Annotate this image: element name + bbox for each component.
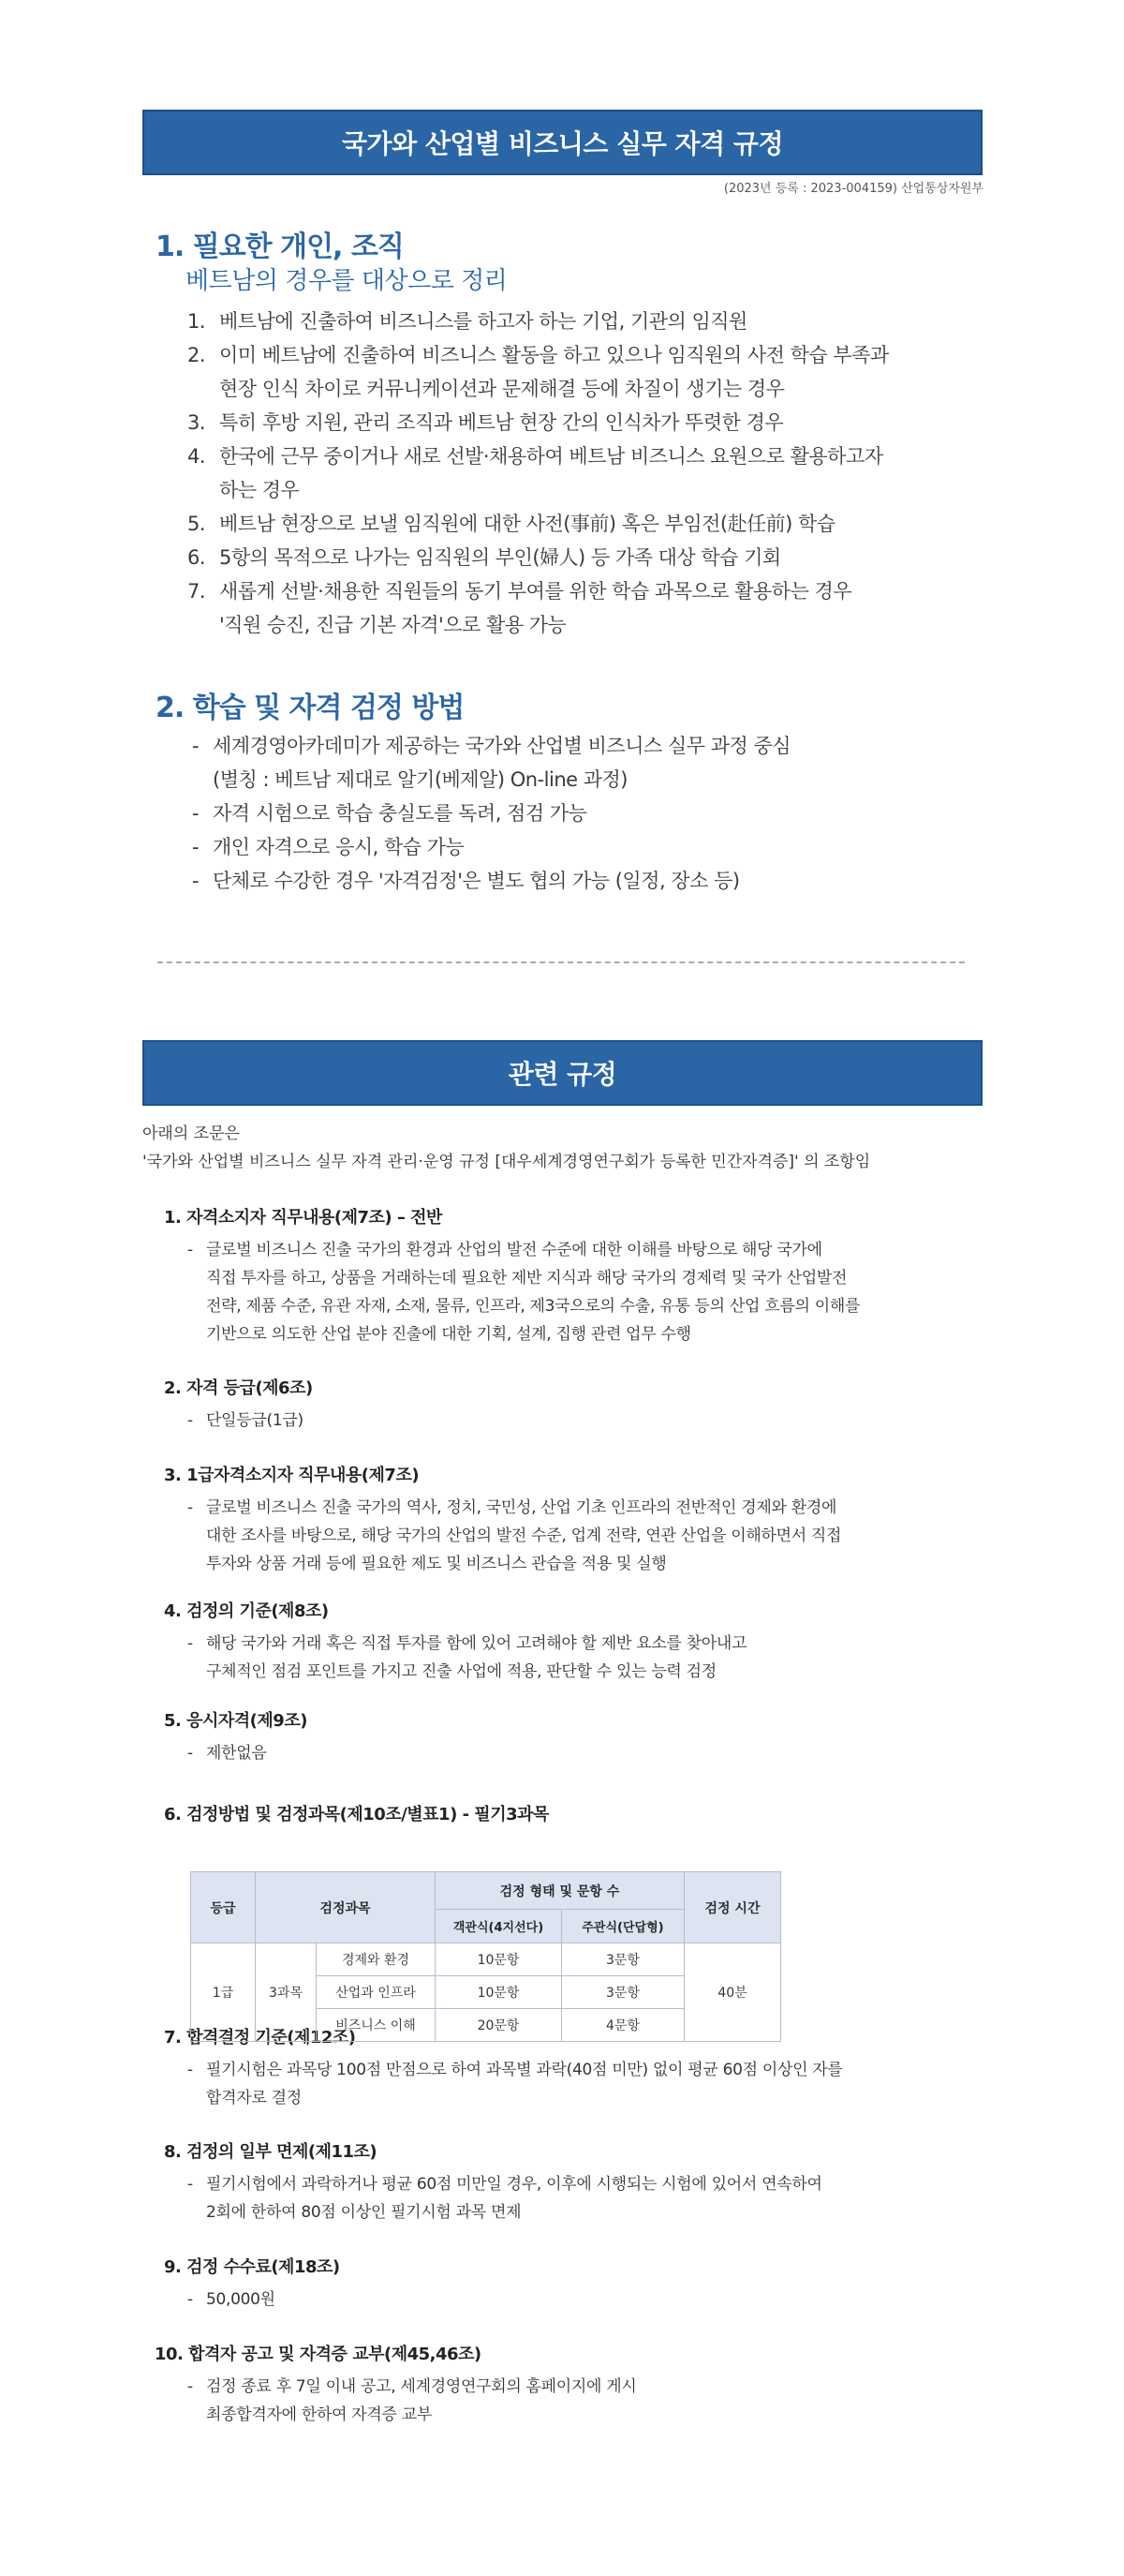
- item-line: 이미 베트남에 진출하여 비즈니스 활동을 하고 있으나 임직원의 사전 학습 부족과: [219, 344, 889, 366]
- dash-bullet: -: [187, 1498, 193, 1517]
- item-number: 6.: [187, 546, 206, 569]
- dash-bullet: -: [187, 2377, 193, 2396]
- article-item: [187, 1494, 841, 1578]
- item-line: 단체로 수강한 경우 '자격검정'은 별도 협의 가능 (일정, 장소 등): [213, 870, 740, 892]
- item-line: 제한없음: [206, 1744, 267, 1763]
- article-item: [187, 1739, 267, 1767]
- item-text: [206, 1739, 267, 1767]
- item-number: 7.: [187, 580, 206, 603]
- list-item: [192, 864, 791, 898]
- list-item: [187, 338, 889, 406]
- item-line: 기반으로 의도한 산업 분야 진출에 대한 기획, 설계, 집행 관련 업무 수행: [206, 1325, 691, 1344]
- item-line: 글로벌 비즈니스 진출 국가의 역사, 정치, 국민성, 산업 기초 인프라의 전반적인 경제와 환경에: [206, 1498, 837, 1517]
- article-item: [187, 2170, 822, 2226]
- section1-subheading: 베트남의 경우를 대상으로 정리: [185, 267, 508, 295]
- item-text: [219, 406, 783, 439]
- dash-bullet: -: [192, 735, 200, 757]
- cell-objective: 20문항: [436, 2009, 562, 2042]
- dash-bullet: -: [192, 802, 200, 825]
- item-text: [219, 507, 836, 541]
- dash-bullet: -: [187, 1411, 193, 1430]
- registration-note: (2023년 등록 : 2023-004159) 산업통상자원부: [723, 182, 984, 196]
- article-title: 8. 검정의 일부 면제(제11조): [164, 2142, 377, 2162]
- item-line: 최종합격자에 한하여 자격증 교부: [206, 2405, 433, 2424]
- dash-bullet: -: [187, 1744, 193, 1763]
- article-body: [187, 1494, 841, 1578]
- item-line: 베트남 현장으로 보낼 임직원에 대한 사전(事前) 혹은 부임전(赴任前) 학습: [219, 513, 836, 535]
- header-grade: 등급: [191, 1872, 256, 1943]
- item-text: [206, 2056, 843, 2112]
- item-text: [206, 2286, 275, 2314]
- header-objective: 객관식(4지선다): [436, 1910, 562, 1943]
- item-line: 세계경영아카데미가 제공하는 국가와 산업별 비즈니스 실무 과정 중심: [213, 735, 791, 757]
- item-line: 개인 자격으로 응시, 학습 가능: [213, 836, 465, 858]
- article-item: [187, 2056, 843, 2112]
- item-number: 2.: [187, 344, 206, 366]
- item-text: [206, 1494, 841, 1578]
- article-title: 4. 검정의 기준(제8조): [164, 1601, 329, 1621]
- list-item: [192, 830, 791, 864]
- item-line: 하는 경우: [219, 479, 300, 501]
- list-item: [192, 797, 791, 830]
- section2-heading: 2. 학습 및 자격 검정 방법: [155, 692, 465, 724]
- intro-line: '국가와 산업별 비즈니스 실무 자격 관리·운영 규정 [대우세계경영연구회가 등록한 민간자격증]' 의 조항임: [142, 1153, 871, 1171]
- article-title: 7. 합격결정 기준(제12조): [164, 2028, 356, 2047]
- dash-bullet: -: [187, 2175, 193, 2194]
- item-line: 직접 투자를 하고, 상품을 거래하는데 필요한 제반 지식과 해당 국가의 경제력 및 국가 산업발전: [206, 1269, 848, 1288]
- article-title: 2. 자격 등급(제6조): [164, 1378, 313, 1398]
- article-body: [187, 1630, 747, 1686]
- article-body: [187, 2170, 822, 2226]
- cell-subject: 산업과 인프라: [317, 1976, 436, 2009]
- section1-list: [187, 305, 889, 642]
- dashed-divider: [157, 961, 965, 963]
- dash-bullet: -: [192, 836, 200, 858]
- cell-time: 40분: [685, 1943, 781, 2042]
- article-title: 9. 검정 수수료(제18조): [164, 2257, 340, 2277]
- article-body: [187, 1407, 303, 1435]
- item-line: 현장 인식 차이로 커뮤니케이션과 문제해결 등에 차질이 생기는 경우: [219, 378, 785, 400]
- item-line: 구체적인 점검 포인트를 가지고 진출 사업에 적용, 판단할 수 있는 능력 검정: [206, 1662, 717, 1681]
- item-line: 필기시험에서 과락하거나 평균 60점 미만일 경우, 이후에 시행되는 시험에 있어서 연속하여: [206, 2175, 822, 2194]
- item-line: 한국에 근무 중이거나 새로 선발·채용하여 베트남 비즈니스 요원으로 활용하고자: [219, 445, 883, 468]
- item-line: 새롭게 선발·채용한 직원들의 동기 부여를 위한 학습 과목으로 활용하는 경우: [219, 580, 852, 603]
- article-body: [187, 2056, 843, 2112]
- section1-heading: 1. 필요한 개인, 조직: [155, 231, 404, 263]
- header-subject: 검정과목: [256, 1872, 436, 1943]
- related-rules-banner: [142, 1040, 983, 1106]
- list-item: [187, 305, 889, 338]
- cell-subjective: 4문항: [562, 2009, 685, 2042]
- dash-bullet: -: [187, 1634, 193, 1653]
- article-item: [187, 1236, 860, 1348]
- item-text: [219, 338, 889, 406]
- item-line: 자격 시험으로 학습 충실도를 독려, 점검 가능: [213, 802, 587, 825]
- article-item: [187, 2373, 637, 2429]
- intro-line: 아래의 조문은: [142, 1124, 240, 1143]
- item-line: 특히 후방 지원, 관리 조직과 베트남 현장 간의 인식차가 뚜렷한 경우: [219, 411, 784, 434]
- cell-objective: 10문항: [436, 1943, 562, 1976]
- dash-bullet: -: [192, 870, 200, 892]
- cell-grade: 1급: [191, 1943, 256, 2042]
- item-line: 글로벌 비즈니스 진출 국가의 환경과 산업의 발전 수준에 대한 이해를 바탕으로 해당 국가에: [206, 1241, 822, 1259]
- dash-bullet: -: [187, 2290, 193, 2309]
- exam-table: [190, 1871, 781, 2042]
- item-text: [213, 729, 791, 797]
- article-item: [187, 1630, 747, 1686]
- article-item: [187, 2286, 275, 2314]
- article-body: [187, 2286, 275, 2314]
- header-format: 검정 형태 및 문항 수: [436, 1872, 685, 1910]
- item-number: 3.: [187, 411, 206, 434]
- cell-subjective: 3문항: [562, 1943, 685, 1976]
- article-title: 5. 응시자격(제9조): [164, 1711, 307, 1731]
- article-body: [187, 2373, 637, 2429]
- cell-subject: 경제와 환경: [317, 1943, 436, 1976]
- item-line: 대한 조사를 바탕으로, 해당 국가의 산업의 발전 수준, 업계 전략, 연관 산업을 이해하면서 직접: [206, 1526, 842, 1545]
- header-subjective: 주관식(단답형): [562, 1910, 685, 1943]
- article-title: 1. 자격소지자 직무내용(제7조) – 전반: [164, 1208, 442, 1228]
- item-number: 4.: [187, 445, 206, 468]
- item-text: [213, 830, 464, 864]
- item-text: [206, 1407, 303, 1435]
- cell-subject-count: 3과목: [256, 1943, 317, 2042]
- item-line: 투자와 상품 거래 등에 필요한 제도 및 비즈니스 관습을 적용 및 실행: [206, 1555, 667, 1573]
- item-text: [206, 1236, 860, 1348]
- banner-title-text: 관련 규정: [508, 1059, 617, 1090]
- list-item: [187, 574, 889, 642]
- header-time: 검정 시간: [685, 1872, 781, 1943]
- item-line: 필기시험은 과목당 100점 만점으로 하여 과목별 과락(40점 미만) 없이 평균 60점 이상인 자를: [206, 2061, 843, 2079]
- item-line: '직원 승진, 진급 기본 자격'으로 활용 가능: [219, 614, 567, 636]
- item-line: 단일등급(1급): [206, 1411, 303, 1430]
- article-title: 10. 합격자 공고 및 자격증 교부(제45,46조): [155, 2345, 481, 2364]
- item-line: 2회에 한하여 80점 이상인 필기시험 과목 면제: [206, 2203, 522, 2222]
- item-number: 1.: [187, 310, 206, 333]
- item-line: 전략, 제품 수준, 유관 자재, 소재, 물류, 인프라, 제3국으로의 수출, 유통 등의 산업 흐름의 이해를: [206, 1297, 861, 1316]
- list-item: [187, 406, 889, 439]
- list-item: [187, 507, 889, 541]
- item-number: 5.: [187, 513, 206, 535]
- section-banner-title: [142, 110, 983, 175]
- item-line: 해당 국가와 거래 혹은 직접 투자를 함에 있어 고려해야 할 제반 요소를 찾아내고: [206, 1634, 747, 1653]
- item-text: [219, 439, 883, 507]
- item-text: [206, 1630, 747, 1686]
- banner-title-text: 국가와 산업별 비즈니스 실무 자격 규정: [341, 128, 783, 159]
- section2-list: [192, 729, 791, 898]
- cell-subject: 비즈니스 이해: [317, 2009, 436, 2042]
- article-body: [187, 1739, 267, 1767]
- dash-bullet: -: [187, 1241, 193, 1259]
- list-item: [187, 541, 889, 574]
- item-text: [213, 864, 740, 898]
- article-title: 6. 검정방법 및 검정과목(제10조/별표1) - 필기3과목: [164, 1805, 549, 1824]
- item-text: [206, 2170, 822, 2226]
- cell-objective: 10문항: [436, 1976, 562, 2009]
- list-item: [187, 439, 889, 507]
- item-line: 5항의 목적으로 나가는 임직원의 부인(婦人) 등 가족 대상 학습 기회: [219, 546, 781, 569]
- article-title: 3. 1급자격소지자 직무내용(제7조): [164, 1466, 420, 1485]
- list-item: [192, 729, 791, 797]
- cell-subjective: 3문항: [562, 1976, 685, 2009]
- item-line: (별칭 : 베트남 제대로 알기(베제알) On-line 과정): [213, 768, 629, 791]
- article-body: [187, 1236, 860, 1348]
- item-text: [219, 305, 747, 338]
- intro-text: [142, 1120, 870, 1176]
- item-text: [206, 2373, 637, 2429]
- article-item: [187, 1407, 303, 1435]
- dash-bullet: -: [187, 2061, 193, 2079]
- item-text: [219, 541, 781, 574]
- item-line: 검정 종료 후 7일 이내 공고, 세계경영연구회의 홈페이지에 게시: [206, 2377, 637, 2396]
- item-line: 베트남에 진출하여 비즈니스를 하고자 하는 기업, 기관의 임직원: [219, 310, 747, 333]
- item-line: 50,000원: [206, 2290, 275, 2309]
- item-line: 합격자로 결정: [206, 2089, 302, 2107]
- item-text: [213, 797, 586, 830]
- item-text: [219, 574, 851, 642]
